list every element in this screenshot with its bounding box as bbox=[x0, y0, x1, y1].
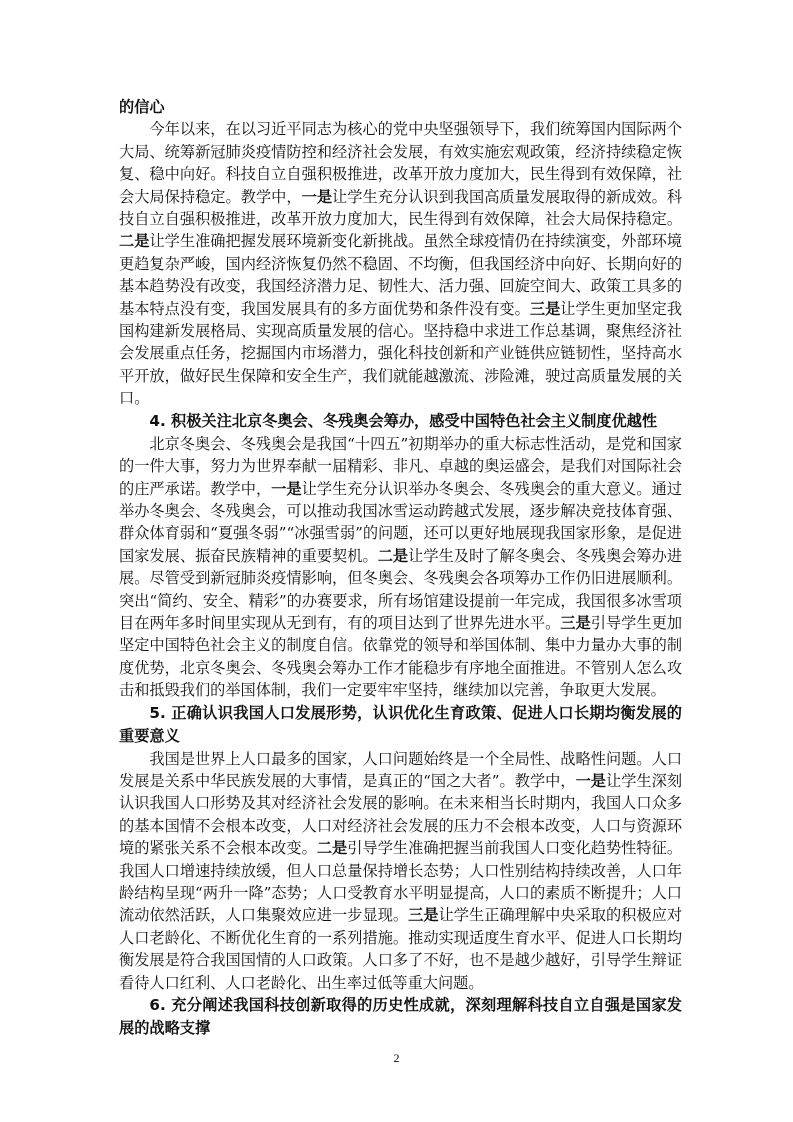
body-paragraph bbox=[119, 118, 682, 409]
emphasis-marker: 三是 bbox=[408, 906, 439, 925]
paragraph-text: 引导学生更加坚定中国特色社会主义的制度自信。依靠党的领导和举国体制、集中力量办大事的制度优势，北京冬奥会、冬残奥会筹办工作才能稳步有序地全面推进。不管别人怎么攻击和抵毁我们的举国体制，我们一定要牢牢坚持，继续加以完善，争取更大发展。 bbox=[119, 613, 683, 700]
continuation-heading: 的信心 bbox=[119, 98, 165, 116]
paragraph-text: 我国是世界上人口最多的国家，人口问题始终是一个全局性、战略性问题。人口发展是关系中华民族发展的大事情，是真正的“国之大者”。教学中， bbox=[119, 749, 682, 790]
paragraph-text: 让学生及时了解冬奥会、冬残奥会筹办进展。尽管受到新冠肺炎疫情影响，但冬奥会、冬残奥会各项筹办工作仍旧进展顺利。突出“简约、安全、精彩”的办赛要求，所有场馆建设提前一年完成，我国很多冰雪项目在两年多时间里实现从无到有，有的项目达到了世界先进水平。 bbox=[119, 546, 683, 632]
paragraph-text: 引导学生准确把握当前我国人口变化趋势性特征。我国人口增速持续放缓，但人口总量保持增长态势；人口性别结构持续改善，人口年龄结构呈现“两升一降”态势；人口受教育水平明显提高，人口的素质不断提升；人口流动依然活跃，人口集聚效应进一步显现。 bbox=[119, 839, 683, 925]
paragraph-text: 让学生更加坚定我国构建新发展格局、实现高质量发展的信心。坚持稳中求进工作总基调，聚焦经济社会发展重点任务，挖掘国内市场潜力，强化科技创新和产业链供应链韧性，坚持高水平开放，做好民生保障和安全生产，我们就能越激流、涉险滩，驶过高质量发展的关口。 bbox=[119, 299, 683, 408]
body-paragraph bbox=[119, 748, 682, 994]
paragraph-text: 让学生深刻认识我国人口形势及其对经济社会发展的影响。在未来相当长时期内，我国人口众多的基本国情不会根本改变，人口对经济社会发展的压力不会根本改变，人口与资源环境的紧张关系不会根本改变。 bbox=[119, 771, 683, 858]
paragraph-text: 让学生准确把握发展环境新变化新挑战。虽然全球疫情仍在持续演变，外部环境更趋复杂严峻，国内经济恢复仍然不稳固、不均衡，但我国经济中向好、长期向好的基本趋势没有改变，我国经济潜力足、韧性大、活力强、回旋空间大、政策工具多的基本特点没有变，我国发展具有的多方面优势和条件没有变。 bbox=[119, 232, 683, 318]
page-number: 2 bbox=[393, 1051, 400, 1065]
emphasis-marker: 三是 bbox=[529, 299, 561, 318]
emphasis-marker: 一是 bbox=[575, 771, 606, 790]
paragraph-text: 北京冬奥会、冬残奥会是我国“十四五”初期举办的重大标志性活动，是党和国家的一件大事，努力为世界奉献一届精彩、非凡、卓越的奥运盛会，是我们对国际社会的庄严承诺。教学中， bbox=[119, 434, 682, 498]
paragraph-text: 让学生充分认识到我国高质量发展取得的新成效。科技自立自强积极推进，改革开放力度加大，民生得到有效保障，社会大局保持稳定。 bbox=[119, 187, 683, 229]
emphasis-marker: 二是 bbox=[316, 839, 348, 858]
document-body bbox=[119, 118, 682, 1040]
section-heading: 6. 充分阐述我国科技创新取得的历史性成就，深刻理解科技自立自强是国家发展的战略支撑 bbox=[119, 996, 682, 1038]
emphasis-marker: 一是 bbox=[271, 479, 302, 498]
paragraph-text: 让学生正确理解中央采取的积极应对人口老龄化、不断优化生育的一系列措施。推动实现适度生育水平、促进人口长期均衡发展是符合我国国情的人口政策。人口多了不好，也不是越少越好，引导学生辩证看待人口红利、人口老龄化、出生率过低等重大问题。 bbox=[119, 906, 683, 992]
paragraph-text: 让学生充分认识举办冬奥会、冬残奥会的重大意义。通过举办冬奥会、冬残奥会，可以推动我国冰雪运动跨越式发展，逐步解决竞技体育强、群众体育弱和“夏强冬弱”“冰强雪弱”的问题，还可以更好地展现我国家形象，是促进国家发展、振奋民族精神的重要契机。 bbox=[119, 479, 683, 565]
section-heading: 4. 积极关注北京冬奥会、冬残奥会筹办，感受中国特色社会主义制度优越性 bbox=[149, 411, 658, 430]
section-heading: 5. 正确认识我国人口发展形势，认识优化生育政策、促进人口长期均衡发展的重要意义 bbox=[119, 703, 682, 745]
emphasis-marker: 二是 bbox=[377, 546, 409, 565]
emphasis-marker: 二是 bbox=[119, 232, 150, 251]
paragraph-text: 今年以来，在以习近平同志为核心的党中央坚强领导下，我们统筹国内国际两个大局、统筹新冠肺炎疫情防控和经济社会发展，有效实施宏观政策，经济持续稳定恢复、稳中向好。科技自立自强积极推进，改革开放力度加大，民生得到有效保障，社会大局保持稳定。教学中， bbox=[119, 120, 682, 206]
emphasis-marker: 一是 bbox=[301, 187, 333, 206]
emphasis-marker: 三是 bbox=[560, 613, 591, 632]
body-paragraph bbox=[119, 433, 682, 702]
document-page bbox=[119, 96, 682, 1040]
